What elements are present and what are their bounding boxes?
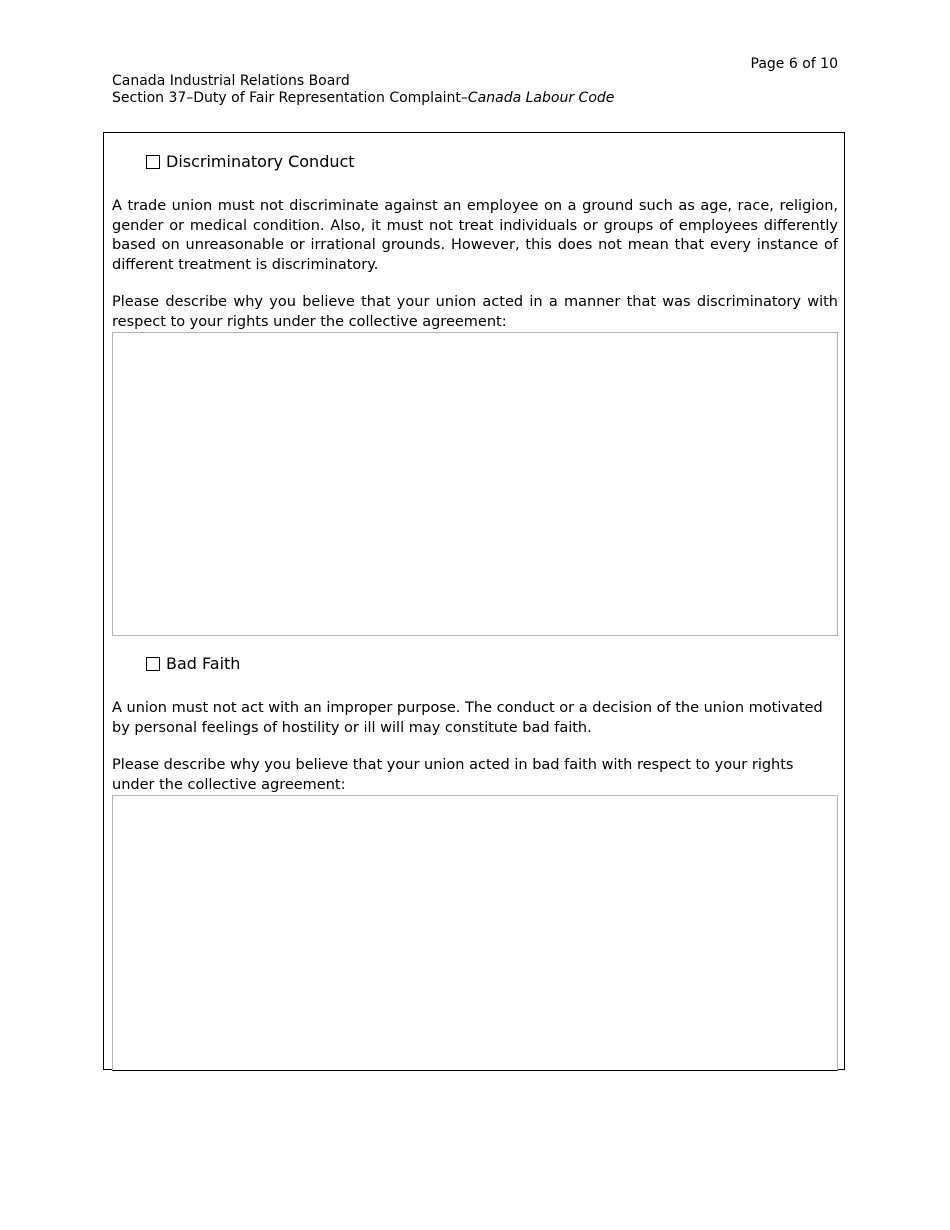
- discriminatory-conduct-description: A trade union must not discriminate against an employee on a ground such as age, race, religion, gender or medical condition. Also, it must not treat individuals or groups of employees differently based on unreasonable or irrational grounds. However, this does not mean that every instance of different treatment is discriminatory.: [112, 198, 838, 273]
- bad-faith-input[interactable]: [112, 795, 838, 1071]
- org-name: Canada Industrial Relations Board: [112, 73, 350, 89]
- document-header: [112, 73, 614, 107]
- page-number: Page 6 of 10: [750, 56, 838, 72]
- section-title: [112, 90, 614, 107]
- discriminatory-conduct-input[interactable]: [112, 332, 838, 636]
- section-title-prefix: Section 37–Duty of Fair Representation Complaint–: [112, 90, 468, 106]
- bad-faith-checkbox[interactable]: [146, 657, 160, 671]
- discriminatory-conduct-option: [146, 152, 355, 172]
- bad-faith-prompt: Please describe why you believe that your union acted in bad faith with respect to your rights under the collective agreement:: [112, 757, 794, 793]
- discriminatory-conduct-prompt: Please describe why you believe that your union acted in a manner that was discriminatory with respect to your rights under the collective agreement:: [112, 294, 838, 330]
- bad-faith-label: Bad Faith: [166, 654, 241, 673]
- complaint-form-section: [103, 132, 845, 1070]
- discriminatory-conduct-label: Discriminatory Conduct: [166, 152, 355, 171]
- section-title-act: Canada Labour Code: [467, 90, 615, 106]
- bad-faith-description: A union must not act with an improper purpose. The conduct or a decision of the union motivated by personal feelings of hostility or ill will may constitute bad faith.: [112, 700, 823, 736]
- bad-faith-option: [146, 654, 240, 674]
- discriminatory-conduct-checkbox[interactable]: [146, 155, 160, 169]
